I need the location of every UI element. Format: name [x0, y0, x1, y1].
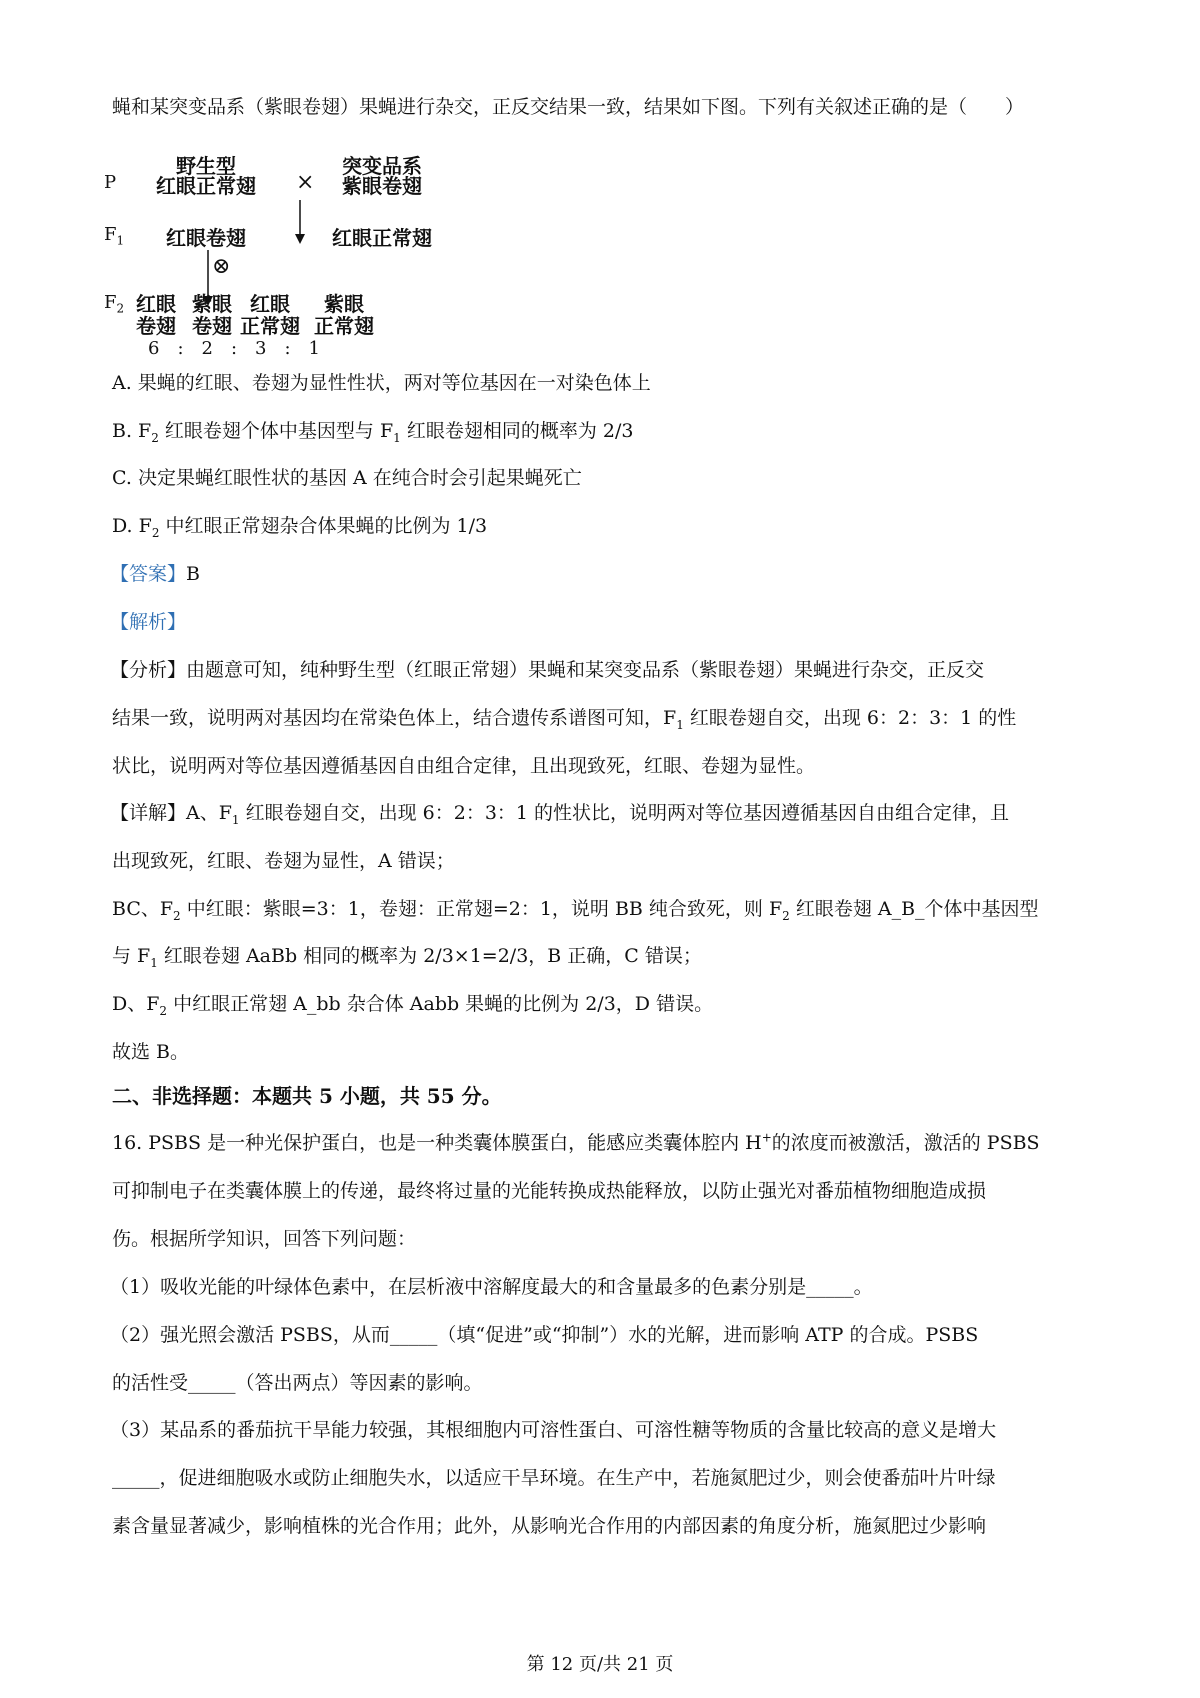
f1-phenotype-right: 红眼正常翅	[332, 226, 432, 250]
option-c: C. 决定果蝇红眼性状的基因 A 在纯合时会引起果蝇死亡	[112, 467, 582, 489]
analysis-label: 【解析】	[110, 611, 187, 633]
mutant-phenotype: 紫眼卷翅	[342, 174, 422, 198]
p-generation-label: P	[104, 172, 117, 193]
fenxi-line-1: 【分析】由题意可知，纯种野生型（红眼正常翅）果蝇和某突变品系（紫眼卷翅）果蝇进行杂交，正反交	[110, 659, 985, 681]
section-title: 二、非选择题：本题共 5 小题，共 55 分。	[112, 1084, 502, 1108]
q16-sub-2-line-2: 的活性受_____（答出两点）等因素的影响。	[112, 1372, 483, 1394]
cross-arrow	[290, 198, 310, 248]
answer-line	[110, 561, 200, 587]
mutant-type-label: 突变品系	[342, 154, 422, 178]
q16-line-1: 16. PSBS 是一种光保护蛋白，也是一种类囊体膜蛋白，能感应类囊体腔内 H+的浓度而被激活，激活的 PSBS	[112, 1130, 1040, 1154]
xiangjie-line-6: 故选 B。	[112, 1041, 190, 1063]
q16-sub-3-line-3: 素含量显著减少，影响植株的光合作用；此外，从影响光合作用的内部因素的角度分析，施氮肥过少影响	[112, 1515, 987, 1537]
f1-phenotype-left: 红眼卷翅	[166, 226, 246, 250]
f2-phenotype-4-line1: 紫眼	[324, 292, 364, 316]
self-cross-symbol: ⊗	[212, 254, 231, 279]
q16-line-3: 伤。根据所学知识，回答下列问题：	[112, 1228, 417, 1250]
q16-sub-3-line-2: _____，促进细胞吸水或防止细胞失水，以适应干旱环境。在生产中，若施氮肥过少，则会使番茄叶片叶绿	[112, 1467, 996, 1489]
f2-phenotype-2-line2: 卷翅	[192, 314, 232, 338]
f2-phenotype-1-line1: 红眼	[136, 292, 176, 316]
f2-generation-label: $F_2$	[104, 292, 125, 316]
f1-generation-label: $F_1$	[104, 224, 125, 248]
page-footer: 第 12 页/共 21 页	[526, 1654, 674, 1675]
q16-sub-3-line-1: （3）某品系的番茄抗干旱能力较强，其根细胞内可溶性蛋白、可溶性糖等物质的含量比较高的意义是增大	[110, 1419, 997, 1441]
q16-sub-2-line-1: （2）强光照会激活 PSBS，从而_____（填“促进”或“抑制”）水的光解，进而影响 ATP 的合成。PSBS	[110, 1324, 979, 1346]
xiangjie-line-5: D、$F_2$ 中红眼正常翅 A_bb 杂合体 Aabb 果蝇的比例为 2/3，D 错误。	[112, 993, 714, 1018]
wild-type-label: 野生型	[176, 154, 236, 178]
f2-phenotype-1-line2: 卷翅	[136, 314, 176, 338]
xiangjie-line-1: 【详解】A、$F_1$ 红眼卷翅自交，出现 6：2：3：1 的性状比，说明两对等位基因遵循基因自由组合定律，且	[110, 802, 1010, 827]
xiangjie-label: 【详解】	[110, 802, 187, 824]
f2-phenotype-3-line2: 正常翅	[240, 314, 300, 338]
option-b: B. $F_2$ 红眼卷翅个体中基因型与 $F_1$ 红眼卷翅相同的概率为 2/3	[112, 420, 634, 445]
xiangjie-line-2: 出现致死，红眼、卷翅为显性，A 错误；	[112, 850, 455, 872]
f2-phenotype-4-line2: 正常翅	[314, 314, 374, 338]
f2-phenotype-3-line1: 红眼	[250, 292, 290, 316]
f2-phenotype-2-line1: 紫眼	[192, 292, 232, 316]
fenxi-line-2: 结果一致，说明两对基因均在常染色体上，结合遗传系谱图可知，$F_1$ 红眼卷翅自交，出现 6：2：3：1 的性	[112, 707, 1017, 732]
wild-phenotype: 红眼正常翅	[156, 174, 256, 198]
cross-symbol: ×	[296, 170, 315, 195]
option-d: D. $F_2$ 中红眼正常翅杂合体果蝇的比例为 1/3	[112, 515, 488, 540]
q16-sub-1: （1）吸收光能的叶绿体色素中，在层析液中溶解度最大的和含量最多的色素分别是_____。	[110, 1276, 873, 1298]
option-a: A. 果蝇的红眼、卷翅为显性性状，两对等位基因在一对染色体上	[112, 372, 651, 394]
question-intro: 蝇和某突变品系（紫眼卷翅）果蝇进行杂交，正反交结果一致，结果如下图。下列有关叙述正确的是（ ）	[112, 96, 1025, 118]
answer-label: 【答案】	[110, 563, 187, 585]
xiangjie-line-4: 与 $F_1$ 红眼卷翅 AaBb 相同的概率为 2/3×1=2/3，B 正确，C 错误；	[112, 945, 702, 970]
xiangjie-line-3: BC、$F_2$ 中红眼：紫眼=3：1，卷翅：正常翅=2：1，说明 BB 纯合致死，则 $F_2$ 红眼卷翅 A_B_个体中基因型	[112, 898, 1039, 923]
answer-value: B	[186, 563, 200, 585]
f2-ratio: 6 : 2 : 3 : 1	[148, 338, 321, 359]
q16-line-2: 可抑制电子在类囊体膜上的传递，最终将过量的光能转换成热能释放，以防止强光对番茄植物细胞造成损	[112, 1180, 987, 1202]
fenxi-line-3: 状比，说明两对等位基因遵循基因自由组合定律，且出现致死，红眼、卷翅为显性。	[112, 755, 816, 777]
fenxi-label: 【分析】	[110, 659, 187, 681]
cross-diagram	[104, 150, 510, 390]
